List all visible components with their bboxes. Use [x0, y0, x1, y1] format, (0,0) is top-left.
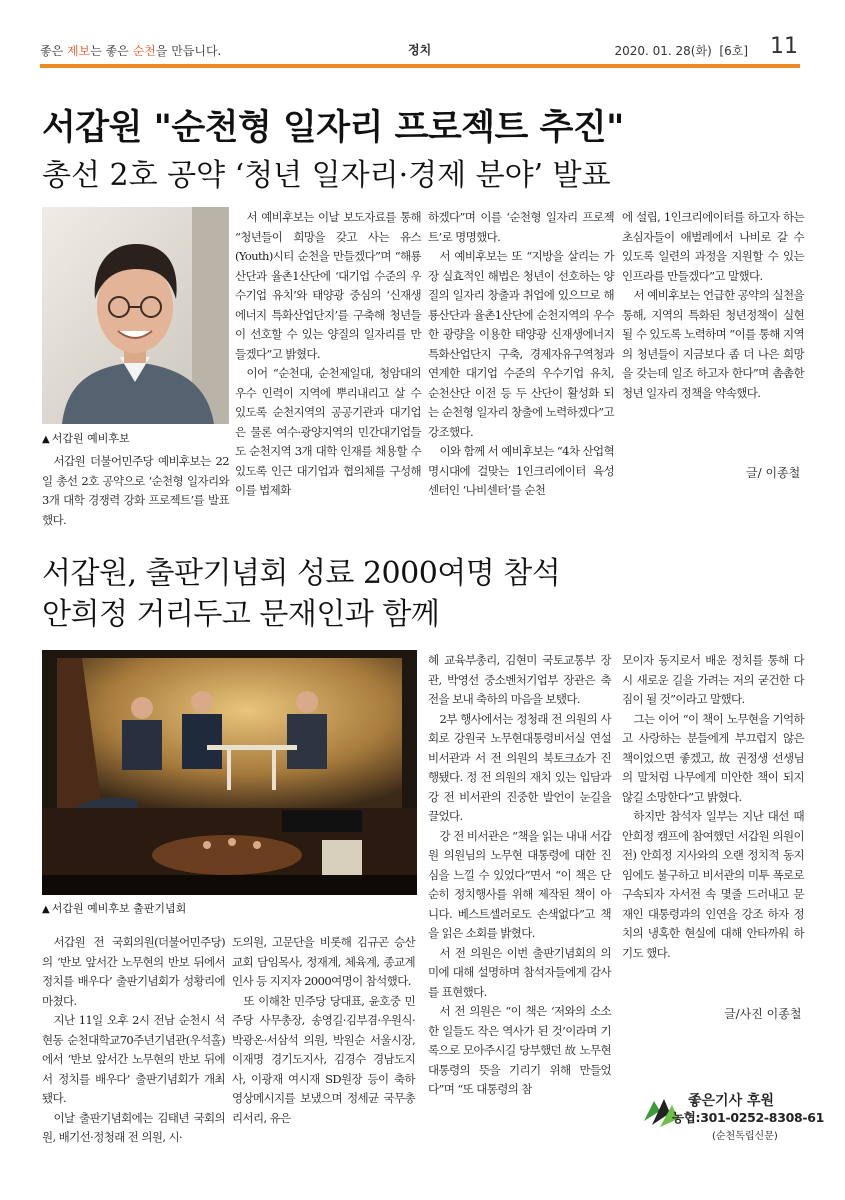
article2-col3-paragraph-5: 서 전 의원은 “이 책은 ‘저와의 소소한 일들도 작은 역사가 된 것’이라며 기록으로 모아주시길 당부했던 故 노무현 대통령의 뜻을 기리기 위해 만들었다”며 “또 대통령의 참 [428, 1004, 611, 1096]
issue-date [614, 42, 748, 59]
article1-col2-paragraph-2: 이어 “순천대, 순천제일대, 청암대의 우수 인력이 지역에 뿌리내리고 살 수 있도록 순천지역의 공공기관과 대기업은 물론 여수·광양지역의 민간대기업들도 순천지역 3개 대학 인재를 채용할 수 있도록 인근 대기업과 협의체를 구성해 이를 법제화 [235, 366, 421, 497]
caption-triangle-icon: ▲ [42, 434, 50, 445]
book-launch-event-photo [42, 650, 417, 895]
article2-column-1 [42, 933, 225, 1148]
slogan-highlight-2: 순천 [132, 44, 156, 58]
article2-col3-paragraph-3: 강 전 비서관은 “책을 읽는 내내 서갑원 의원님의 노무현 대통령에 대한 진심을 느낄 수 있었다”면서 “이 책은 단순히 정치행사를 위해 제작된 책이 아니다. 베스트셀러로도 손색없다”고 책을 읽은 소회를 밝혔다. [428, 828, 611, 940]
article2-column-3 [428, 651, 611, 1100]
page-header [40, 34, 800, 66]
article2-col4-paragraph-3: 하지만 참석자 일부는 지난 대선 때 안희정 캠프에 참여했던 서갑원 의원이 전) 안희정 지사와의 오랜 정치적 동지임에도 불구하고 비서관의 미투 폭로로 구속되자 자서전 속 몇줄 드러내고 문재인 대통령과의 인연을 강조 하자 정치의 냉혹한 현실에 대해 안타까워 하기도 했다. [622, 809, 804, 960]
portrait-illustration [42, 207, 229, 424]
header-rule [40, 64, 800, 68]
issue-number: [6호] [719, 44, 748, 58]
page-number: 11 [770, 34, 798, 59]
candidate-portrait-photo [42, 207, 229, 424]
slogan-text-3: 을 만듭니다. [155, 44, 222, 58]
article2-col3-paragraph-1: 혜 교육부총리, 김현미 국토교통부 장관, 박영선 중소벤처기업부 장관은 축전을 보내 축하의 마음을 보탰다. [428, 653, 611, 706]
article1-col3-paragraph-1: 하겠다”며 이를 ‘순천형 일자리 프로젝트’로 명명했다. [428, 210, 614, 244]
article2-caption-text: 서갑원 예비후보 출판기념회 [51, 902, 187, 915]
article1-byline: 글/ 이종철 [746, 466, 801, 480]
article1-headline: 서갑원 "순천형 일자리 프로젝트 추진" [42, 108, 624, 148]
article1-subheadline: 총선 2호 공약 ‘청년 일자리·경제 분야’ 발표 [42, 158, 611, 193]
article2-col4-paragraph-2: 그는 이어 “이 책이 노무현을 기억하고 사랑하는 분들에게 부끄럽지 않은 책이었으면 좋겠고, 故 권정생 선생님의 말처럼 나무에게 미안한 책이 되지 않길 소망한다”고 밝혔다. [622, 711, 804, 804]
article1-col2-paragraph-1: 서 예비후보는 이날 보도자료를 통해 “청년들이 희망을 갖고 사는 유스(Youth)시티 순천을 만들겠다”며 “해룡산단과 율촌1산단에 ‘대기업 수준의 우수기업 유치’와 태양광 중심의 ‘신재생에너지 특화산업단지’를 구축해 청년들이 선호할 수 있는 양질의 일자리를 만들겠다”고 밝혔다. [235, 210, 421, 361]
article1-col4-paragraph-2: 서 예비후보는 언급한 공약의 실천을 통해, 지역의 특화된 청년정책이 실현될 수 있도록 노력하며 “이를 통해 지역의 청년들이 지금보다 좀 더 나은 희망을 갖는데 일조 하고자 한다”며 촘촘한 청년 일자리 정책을 약속했다. [622, 288, 804, 400]
article2-col1-paragraph-2: 지난 11일 오후 2시 전남 순천시 석현동 순천대학교70주년기념관(우석홀)에서 ‘반보 앞서간 노무현의 반보 뒤에서 정치를 배우다’ 출판기념회가 개최됐다. [42, 1013, 225, 1105]
article2-byline: 글/사진 이종철 [724, 1007, 802, 1021]
article2-col1-paragraph-3: 이날 출판기념회에는 김태년 국회의원, 배기선·정청래 전 의원, 시· [42, 1110, 225, 1144]
article2-headline-line1: 서갑원, 출판기념회 성료 2000여명 참석 [42, 556, 561, 591]
article1-photo-caption [42, 430, 130, 446]
article1-lead-column [42, 452, 229, 530]
article2-col4-paragraph-1: 모이자 동지로서 배운 정치를 통해 다시 새로운 길을 가려는 저의 굳건한 다짐이 될 것”이라고 말했다. [622, 653, 804, 706]
article2-col3-paragraph-4: 서 전 의원은 이번 출판기념회의 의미에 대해 설명하며 참석자들에게 감사를 표현했다. [428, 945, 611, 999]
article1-column-2 [235, 208, 421, 501]
article2-col1-paragraph-1: 서갑원 전 국회의원(더불어민주당)의 ‘반보 앞서간 노무현의 반보 뒤에서 정치를 배우다’ 출판기념회가 성황리에 마쳤다. [42, 935, 225, 1008]
event-stage-illustration [42, 650, 417, 895]
article1-col4-paragraph-1: 에 설립, 1인크리에이터를 하고자 하는 초심자들이 애벌레에서 나비로 갈 수 있도록 일련의 과정을 지원할 수 있는 인프라를 만들겠다”고 말했다. [622, 210, 804, 283]
article2-col2-paragraph-1: 도의원, 고문단을 비롯해 김규곤 승산교회 담임목사, 정재계, 체육계, 종교계 인사 등 지지자 2000여명이 참석했다. [232, 935, 415, 988]
section-label: 정치 [408, 43, 432, 57]
support-title: 좋은기사 후원 [688, 1093, 775, 1109]
article2-photo-caption [42, 900, 186, 916]
support-account-holder: (순천독립신문) [712, 1131, 778, 1142]
article1-column-3 [428, 208, 614, 501]
masthead-slogan [40, 42, 221, 59]
article2-col3-paragraph-2: 2부 행사에서는 정청래 전 의원의 사회로 강원국 노무현대통령비서실 연설비서관과 서 전 의원의 북토크쇼가 진행됐다. 정 전 의원의 재치 있는 입담과 강 전 비서관의 진중한 발언이 눈길을 끌었다. [428, 711, 611, 823]
date-text: 2020. 01. 28(화) [614, 44, 712, 58]
article2-headline-line2: 안희정 거리두고 문재인과 함께 [42, 597, 440, 632]
article2-column-4 [622, 651, 804, 963]
slogan-highlight-1: 제보 [67, 44, 91, 58]
article1-lead-paragraph: 서갑원 더불어민주당 예비후보는 22일 총선 2호 공약으로 ‘순천형 일자리와 3개 대학 경쟁력 강화 프로젝트’를 발표했다. [42, 454, 229, 527]
article1-col3-paragraph-2: 서 예비후보는 또 “지방을 살리는 가장 실효적인 해법은 청년이 선호하는 양질의 일자리 창출과 취업에 있으므로 해룡산단과 율촌1산단에 순천지역의 우수한 광량을 이용한 태양광 신재생에너지 특화산업단지 구축, 경제자유구역청과 연계한 대기업 수준의 우수기업 유치, 순천산단 이전 등 두 산단이 활성화 되는 순천형 일자리 창출에 노력하겠다”고 강조했다. [428, 249, 614, 439]
article2-column-2 [232, 933, 415, 1128]
slogan-text-1: 좋은 [40, 44, 67, 58]
slogan-text-2: 는 좋은 [90, 44, 133, 58]
article1-caption-text: 서갑원 예비후보 [51, 432, 130, 445]
article2-col2-paragraph-2: 또 이해찬 민주당 당대표, 윤호중 민주당 사무총장, 송영길·김부겸·우원식·박광온·서삼석 의원, 박원순 서울시장, 이재명 경기도지사, 김경수 경남도지사, 이광재 여시재 SD원장 등이 축하 영상메시지를 보냈으며 정세균 국무총리서리, 유은 [232, 993, 415, 1125]
article1-col3-paragraph-3: 이와 함께 서 예비후보는 “4차 산업혁명시대에 걸맞는 1인크리에이터 육성 센터인 ‘나비센터’를 순천 [428, 444, 614, 497]
support-account-number: 농협:301-0252-8308-61 [672, 1110, 825, 1125]
caption-triangle-icon: ▲ [42, 904, 50, 915]
article1-column-4 [622, 208, 804, 403]
